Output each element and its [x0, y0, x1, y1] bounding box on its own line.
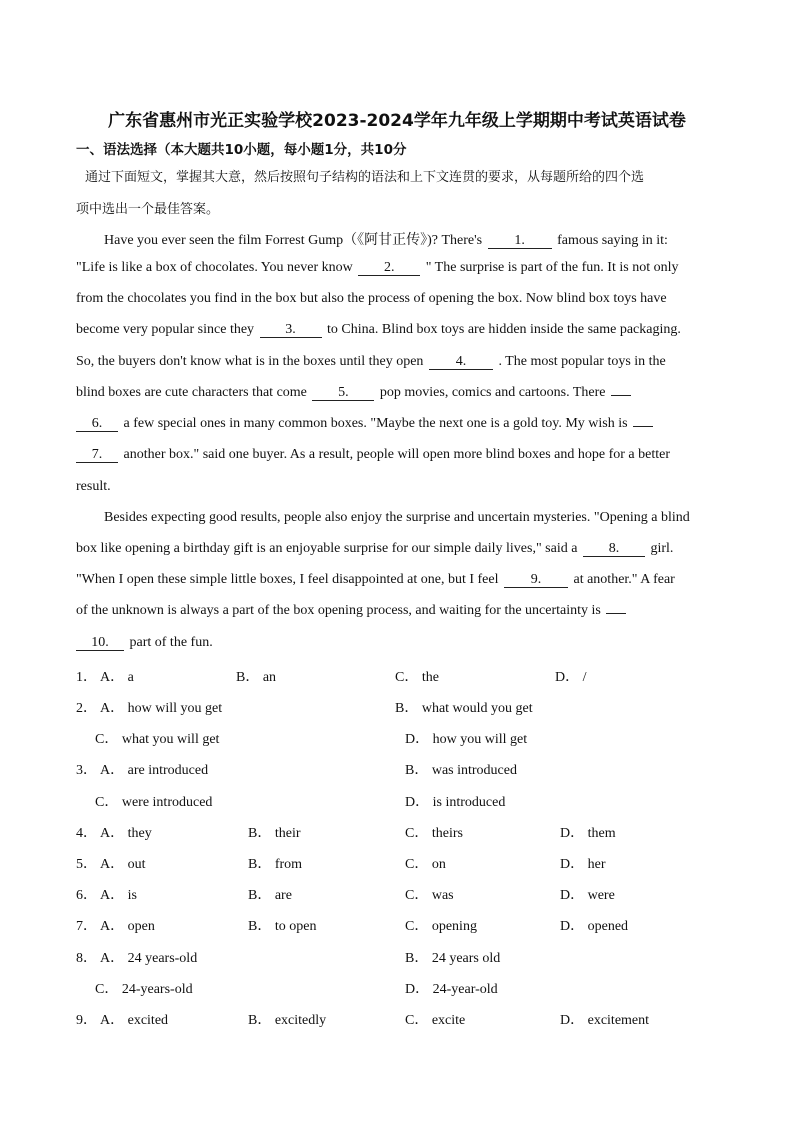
- question-number-5: 5．: [76, 857, 97, 872]
- q4-option-b[interactable]: B． their: [248, 826, 301, 841]
- passage-line-1: [104, 229, 668, 249]
- question-number-9: 9．: [76, 1013, 97, 1028]
- q7-option-d[interactable]: D． opened: [560, 919, 629, 934]
- q2-option-d[interactable]: D． how you will get: [405, 732, 528, 747]
- q9-option-c[interactable]: C． excite: [405, 1013, 466, 1028]
- q8-option-a[interactable]: A． 24 years-old: [100, 951, 198, 966]
- q3-option-b[interactable]: B． was introduced: [405, 763, 517, 778]
- q1-option-c[interactable]: C． the: [395, 670, 439, 685]
- q8-option-d[interactable]: D． 24-year-old: [405, 982, 498, 997]
- question-number-1: 1．: [76, 670, 97, 685]
- answer-blank-6[interactable]: 6.: [76, 417, 118, 432]
- q8-option-c[interactable]: C． 24-years-old: [95, 982, 193, 997]
- question-number-3: 3．: [76, 763, 97, 778]
- passage-line-7: [76, 416, 655, 432]
- q1-option-b[interactable]: B． an: [236, 670, 277, 685]
- answer-blank-7-start: [633, 426, 653, 427]
- passage-text: another box." said one buyer. As a result, people will open more blind boxes and hope for a better: [123, 447, 671, 462]
- answer-blank-10-start: [606, 613, 626, 614]
- passage-text: "When I open these simple little boxes, I feel disappointed at one, but I feel: [76, 572, 499, 587]
- passage-line-2: [76, 260, 678, 276]
- q1-option-d[interactable]: D． /: [555, 670, 587, 685]
- passage-text: of the unknown is always a part of the box opening process, and waiting for the uncertainty is: [76, 603, 601, 618]
- q6-option-a[interactable]: A． is: [100, 888, 137, 903]
- q6-option-b[interactable]: B． are: [248, 888, 292, 903]
- q9-option-d[interactable]: D． excitement: [560, 1013, 650, 1028]
- q8-option-b[interactable]: B． 24 years old: [405, 951, 501, 966]
- q1-option-a[interactable]: A． a: [100, 670, 134, 685]
- passage-line-9: result.: [76, 479, 111, 494]
- passage-text: at another." A fear: [573, 572, 675, 587]
- answer-blank-7[interactable]: 7.: [76, 448, 118, 463]
- passage-text: box like opening a birthday gift is an enjoyable surprise for our simple daily lives," said a: [76, 541, 578, 556]
- answer-blank-8[interactable]: 8.: [583, 542, 645, 557]
- question-number-4: 4．: [76, 826, 97, 841]
- q3-option-c[interactable]: C． were introduced: [95, 795, 213, 810]
- passage-line-3: from the chocolates you find in the box but also the process of opening the box. Now blind box toys have: [76, 291, 667, 306]
- passage-text: become very popular since they: [76, 322, 255, 337]
- q5-option-d[interactable]: D． her: [560, 857, 606, 872]
- answer-blank-4[interactable]: 4.: [429, 355, 493, 370]
- question-number-7: 7．: [76, 919, 97, 934]
- answer-blank-6-start: [611, 395, 631, 396]
- instructions-line-1: 通过下面短文，掌握其大意，然后按照句子结构的语法和上下文连贯的要求，从每题所给的四个选: [85, 170, 645, 185]
- q4-option-d[interactable]: D． them: [560, 826, 616, 841]
- q6-option-c[interactable]: C． was: [405, 888, 454, 903]
- passage-line-5: [76, 354, 666, 370]
- passage-text: girl.: [650, 541, 674, 556]
- q9-option-b[interactable]: B． excitedly: [248, 1013, 327, 1028]
- q7-option-b[interactable]: B． to open: [248, 919, 317, 934]
- question-number-6: 6．: [76, 888, 97, 903]
- answer-blank-10[interactable]: 10.: [76, 636, 124, 651]
- answer-blank-3[interactable]: 3.: [260, 323, 322, 338]
- q2-option-c[interactable]: C． what you will get: [95, 732, 220, 747]
- q9-option-a[interactable]: A． excited: [100, 1013, 169, 1028]
- exam-title: 广东省惠州市光正实验学校2023-2024学年九年级上学期期中考试英语试卷: [108, 111, 686, 131]
- instructions-line-2: 项中选出一个最佳答案。: [76, 202, 220, 217]
- question-number-2: 2．: [76, 701, 97, 716]
- answer-blank-9[interactable]: 9.: [504, 573, 568, 588]
- q7-option-c[interactable]: C． opening: [405, 919, 477, 934]
- section-heading: 一、语法选择（本大题共10小题，每小题1分，共10分: [76, 142, 407, 158]
- q4-option-c[interactable]: C． theirs: [405, 826, 463, 841]
- q4-option-a[interactable]: A． they: [100, 826, 152, 841]
- passage-text: part of the fun.: [129, 635, 213, 650]
- q5-option-c[interactable]: C． on: [405, 857, 446, 872]
- passage-text: blind boxes are cute characters that come: [76, 385, 307, 400]
- q3-option-d[interactable]: D． is introduced: [405, 795, 506, 810]
- passage-text: famous saying in it:: [557, 233, 668, 248]
- passage-text: to China. Blind box toys are hidden inside the same packaging.: [327, 322, 681, 337]
- passage-line-11: [76, 541, 673, 557]
- passage-line-6: [76, 385, 633, 401]
- passage-text: "Life is like a box of chocolates. You never know: [76, 260, 353, 275]
- answer-blank-2[interactable]: 2.: [358, 261, 420, 276]
- passage-text: a few special ones in many common boxes. "Maybe the next one is a gold toy. My wish is: [123, 416, 628, 431]
- q2-option-b[interactable]: B． what would you get: [395, 701, 533, 716]
- passage-line-14: [76, 635, 213, 651]
- passage-line-8: [76, 447, 670, 463]
- passage-line-4: [76, 322, 681, 338]
- passage-text: " The surprise is part of the fun. It is not only: [425, 260, 679, 275]
- q5-option-a[interactable]: A． out: [100, 857, 146, 872]
- passage-text: pop movies, comics and cartoons. There: [379, 385, 606, 400]
- passage-line-12: [76, 572, 675, 588]
- passage-text: . The most popular toys in the: [498, 354, 666, 369]
- q3-option-a[interactable]: A． are introduced: [100, 763, 209, 778]
- q6-option-d[interactable]: D． were: [560, 888, 615, 903]
- q5-option-b[interactable]: B． from: [248, 857, 303, 872]
- passage-text: So, the buyers don't know what is in the boxes until they open: [76, 354, 424, 369]
- q7-option-a[interactable]: A． open: [100, 919, 155, 934]
- question-number-8: 8．: [76, 951, 97, 966]
- q2-option-a[interactable]: A． how will you get: [100, 701, 223, 716]
- passage-line-13: [76, 603, 628, 619]
- answer-blank-1[interactable]: 1.: [488, 234, 552, 249]
- passage-text: Have you ever seen the film Forrest Gump（《阿甘正传》)? There's: [104, 233, 483, 248]
- passage-line-10: Besides expecting good results, people also enjoy the surprise and uncertain mysteries. "Opening a blind: [104, 510, 690, 525]
- answer-blank-5[interactable]: 5.: [312, 386, 374, 401]
